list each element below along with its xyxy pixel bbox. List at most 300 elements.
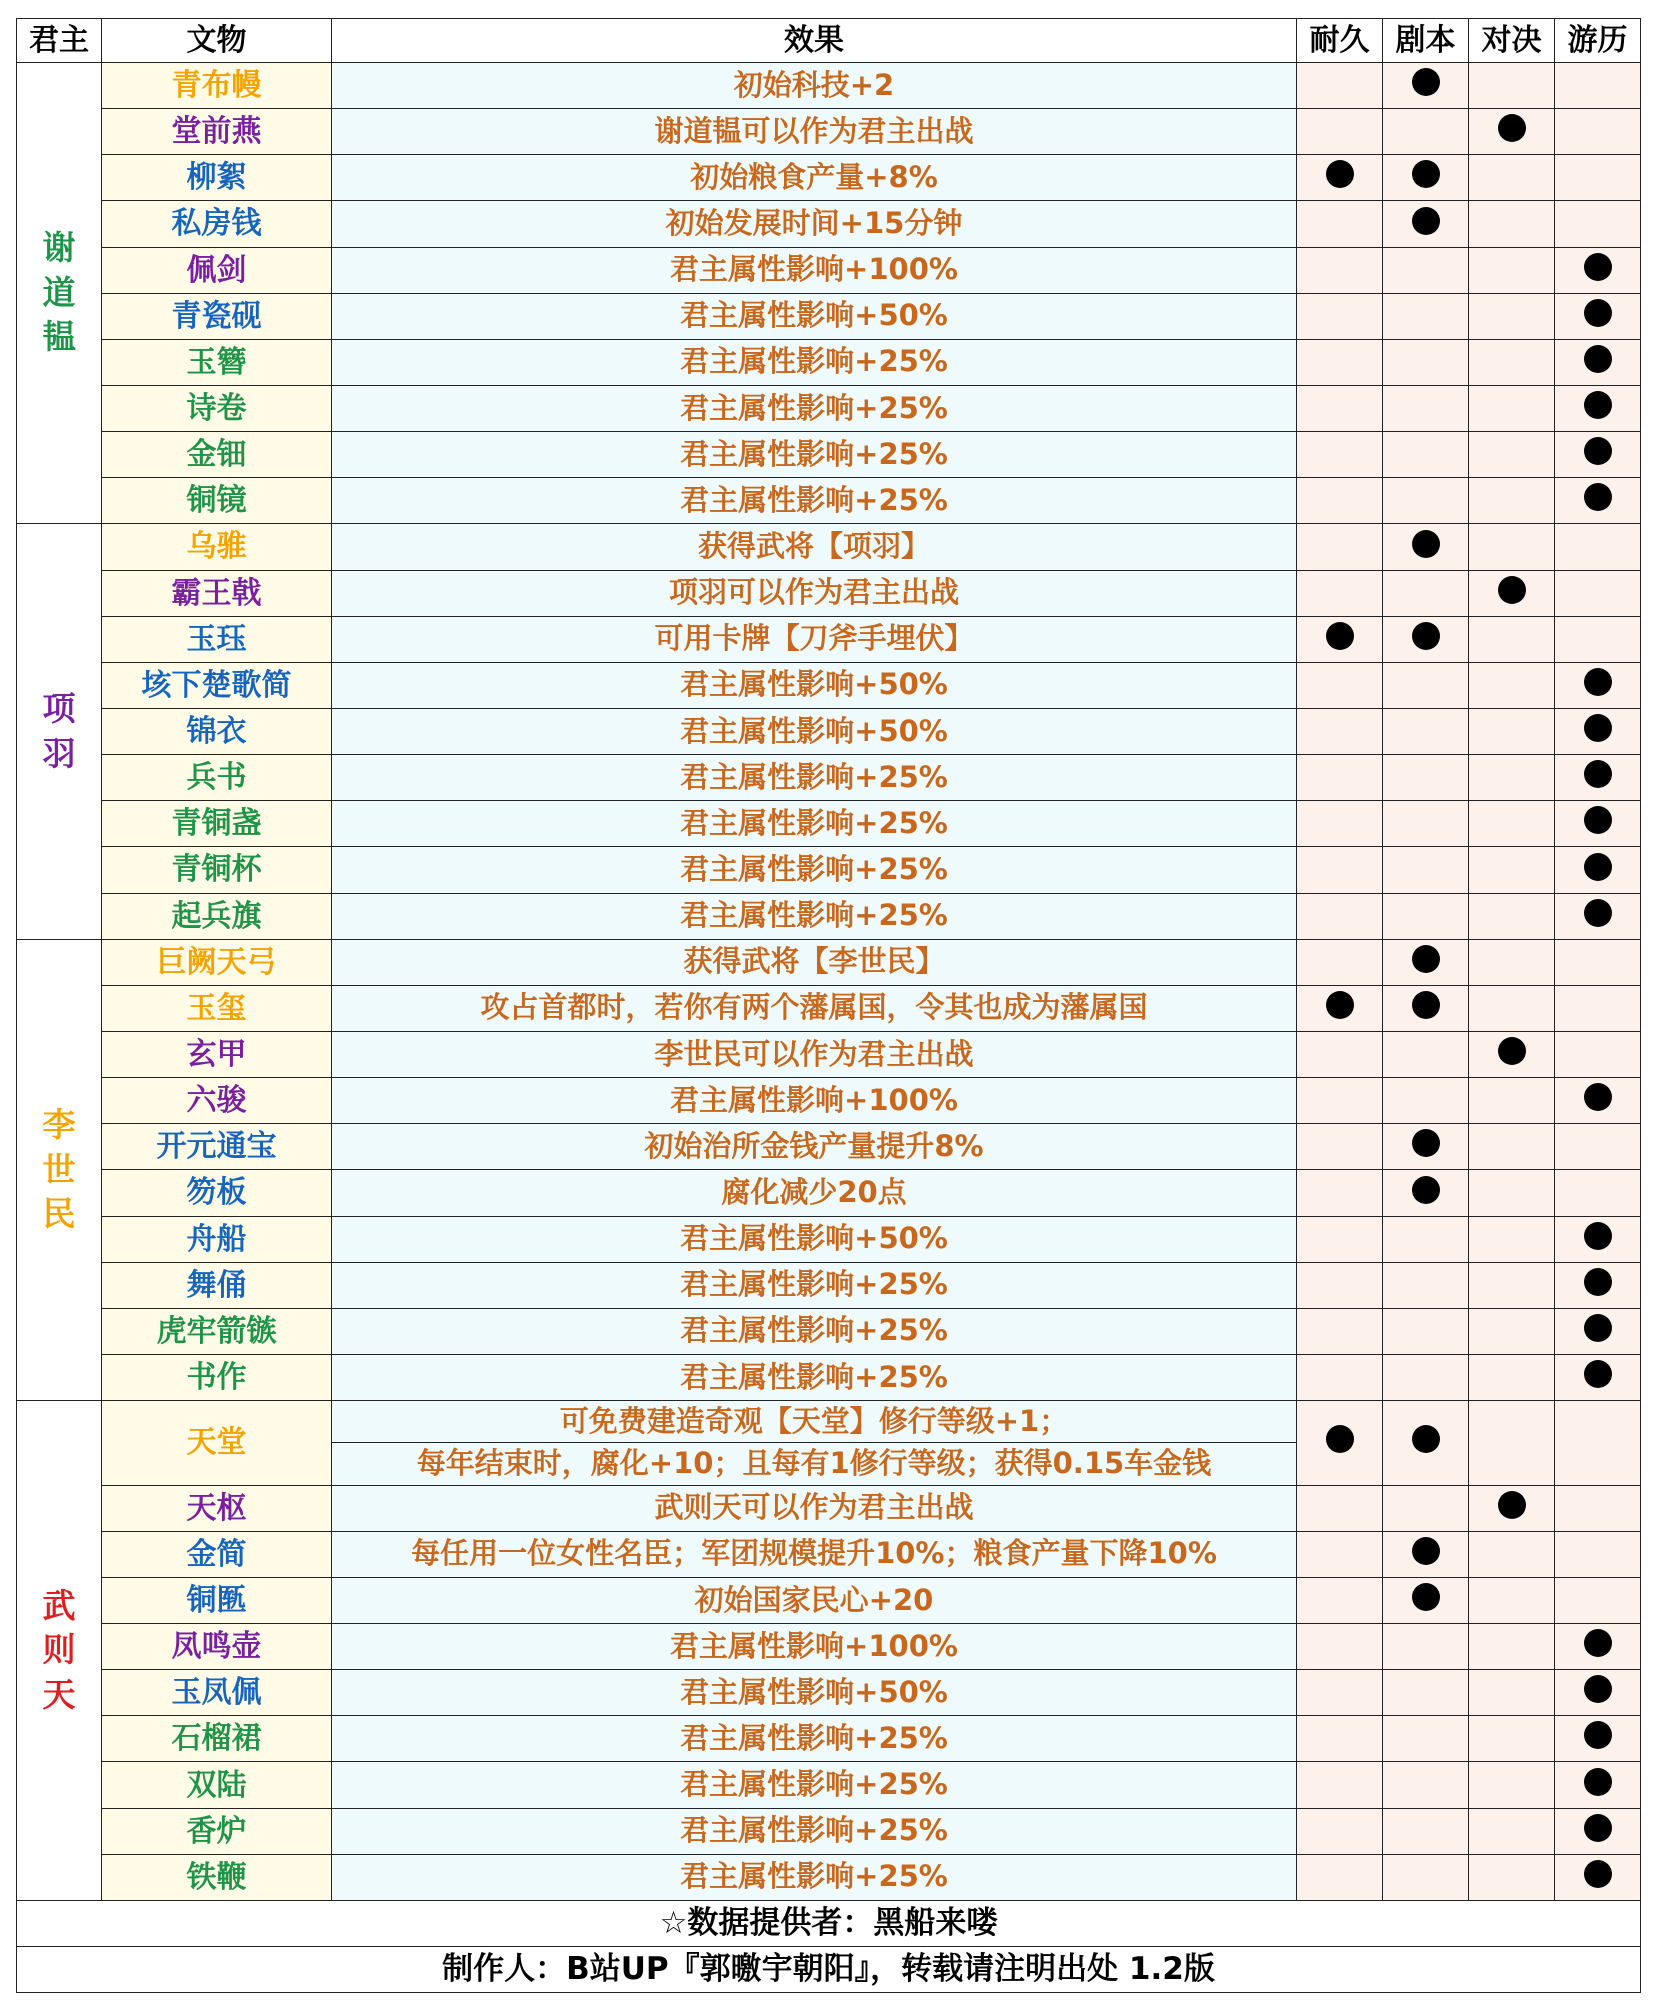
filled-circle-icon: [1412, 1425, 1440, 1453]
mark-cell-scenario: [1383, 985, 1469, 1031]
table-row: [17, 1354, 1641, 1400]
mark-cell-travel: [1555, 478, 1641, 524]
filled-circle-icon: [1498, 1037, 1526, 1065]
lord-name-char: 天: [42, 1674, 76, 1714]
mark-cell-travel: [1555, 616, 1641, 662]
mark-cell-travel: [1555, 1078, 1641, 1124]
mark-cell-durability: [1297, 755, 1383, 801]
mark-cell-scenario: [1383, 339, 1469, 385]
relic-effect: 获得武将【李世民】: [332, 939, 1297, 985]
mark-cell-travel: [1555, 1031, 1641, 1077]
relic-effect: 可免费建造奇观【天堂】修行等级+1；: [332, 1401, 1297, 1443]
mark-cell-durability: [1297, 1216, 1383, 1262]
mark-cell-travel: [1555, 155, 1641, 201]
relic-effect: 君主属性影响+25%: [332, 432, 1297, 478]
mark-cell-travel: [1555, 524, 1641, 570]
mark-cell-travel: [1555, 801, 1641, 847]
relic-effect: 君主属性影响+50%: [332, 662, 1297, 708]
mark-cell-scenario: [1383, 155, 1469, 201]
relic-name: 天堂: [102, 1401, 332, 1486]
mark-cell-durability: [1297, 1485, 1383, 1531]
relic-effect: 初始国家民心+20: [332, 1577, 1297, 1623]
mark-cell-duel: [1469, 1716, 1555, 1762]
relic-effect: 君主属性影响+25%: [332, 478, 1297, 524]
mark-cell-scenario: [1383, 847, 1469, 893]
mark-cell-duel: [1469, 1762, 1555, 1808]
filled-circle-icon: [1584, 299, 1612, 327]
table-row: [17, 1670, 1641, 1716]
filled-circle-icon: [1412, 1537, 1440, 1565]
filled-circle-icon: [1584, 391, 1612, 419]
relic-effect: 君主属性影响+25%: [332, 801, 1297, 847]
table-row: [17, 1531, 1641, 1577]
filled-circle-icon: [1584, 1721, 1612, 1749]
relic-effect: 初始发展时间+15分钟: [332, 201, 1297, 247]
relic-effect: 君主属性影响+50%: [332, 1216, 1297, 1262]
header-effect: 效果: [332, 19, 1297, 63]
mark-cell-duel: [1469, 524, 1555, 570]
filled-circle-icon: [1412, 622, 1440, 650]
relic-effect: 初始粮食产量+8%: [332, 155, 1297, 201]
mark-cell-duel: [1469, 1808, 1555, 1854]
mark-cell-travel: [1555, 893, 1641, 939]
table-row: [17, 1216, 1641, 1262]
lord-name-char: 韫: [42, 317, 76, 357]
header-relic: 文物: [102, 19, 332, 63]
mark-cell-travel: [1555, 847, 1641, 893]
mark-cell-scenario: [1383, 939, 1469, 985]
lord-name-char: 则: [42, 1630, 76, 1670]
lord-name-char: 道: [42, 272, 76, 312]
relic-name: 青布幔: [102, 63, 332, 109]
filled-circle-icon: [1584, 899, 1612, 927]
mark-cell-duel: [1469, 1308, 1555, 1354]
relic-name: 诗卷: [102, 385, 332, 431]
mark-cell-duel: [1469, 63, 1555, 109]
mark-cell-durability: [1297, 662, 1383, 708]
mark-cell-scenario: [1383, 1078, 1469, 1124]
relic-effect: 君主属性影响+50%: [332, 708, 1297, 754]
relic-effect: 君主属性影响+25%: [332, 385, 1297, 431]
mark-cell-travel: [1555, 1854, 1641, 1900]
mark-cell-travel: [1555, 1762, 1641, 1808]
table-body: [17, 63, 1641, 1901]
filled-circle-icon: [1584, 1314, 1612, 1342]
mark-cell-durability: [1297, 708, 1383, 754]
filled-circle-icon: [1326, 160, 1354, 188]
mark-cell-durability: [1297, 939, 1383, 985]
mark-cell-travel: [1555, 432, 1641, 478]
mark-cell-durability: [1297, 1031, 1383, 1077]
filled-circle-icon: [1584, 668, 1612, 696]
mark-cell-scenario: [1383, 201, 1469, 247]
mark-cell-duel: [1469, 109, 1555, 155]
mark-cell-duel: [1469, 893, 1555, 939]
filled-circle-icon: [1584, 1768, 1612, 1796]
table-row: [17, 1762, 1641, 1808]
relic-effect: 君主属性影响+100%: [332, 1078, 1297, 1124]
mark-cell-scenario: [1383, 1577, 1469, 1623]
relic-effect: 每任用一位女性名臣；军团规模提升10%；粮食产量下降10%: [332, 1531, 1297, 1577]
relic-name: 石榴裙: [102, 1716, 332, 1762]
mark-cell-travel: [1555, 63, 1641, 109]
mark-cell-travel: [1555, 1485, 1641, 1531]
relic-name: 金钿: [102, 432, 332, 478]
filled-circle-icon: [1412, 1129, 1440, 1157]
mark-cell-scenario: [1383, 1262, 1469, 1308]
mark-cell-travel: [1555, 385, 1641, 431]
mark-cell-duel: [1469, 1216, 1555, 1262]
filled-circle-icon: [1584, 806, 1612, 834]
table-row: [17, 1124, 1641, 1170]
mark-cell-duel: [1469, 478, 1555, 524]
mark-cell-duel: [1469, 201, 1555, 247]
mark-cell-travel: [1555, 1170, 1641, 1216]
relic-effect: 武则天可以作为君主出战: [332, 1485, 1297, 1531]
table-row: [17, 1401, 1641, 1443]
relic-effect: 君主属性影响+25%: [332, 847, 1297, 893]
mark-cell-scenario: [1383, 1808, 1469, 1854]
relic-name: 舞俑: [102, 1262, 332, 1308]
mark-cell-travel: [1555, 1624, 1641, 1670]
table-row: [17, 1078, 1641, 1124]
lord-name-char: 世: [42, 1149, 76, 1189]
mark-cell-travel: [1555, 293, 1641, 339]
relic-effect: 君主属性影响+100%: [332, 247, 1297, 293]
table-row: [17, 662, 1641, 708]
relic-name: 垓下楚歌简: [102, 662, 332, 708]
filled-circle-icon: [1412, 945, 1440, 973]
relic-name: 巨阙天弓: [102, 939, 332, 985]
table-row: [17, 247, 1641, 293]
mark-cell-durability: [1297, 339, 1383, 385]
filled-circle-icon: [1326, 991, 1354, 1019]
table-row: [17, 847, 1641, 893]
mark-cell-scenario: [1383, 1670, 1469, 1716]
table-row: [17, 570, 1641, 616]
filled-circle-icon: [1412, 1176, 1440, 1204]
relic-effect: 君主属性影响+25%: [332, 1262, 1297, 1308]
filled-circle-icon: [1498, 1491, 1526, 1519]
mark-cell-durability: [1297, 616, 1383, 662]
relic-name: 玉簪: [102, 339, 332, 385]
header-row: [17, 19, 1641, 63]
mark-cell-scenario: [1383, 1716, 1469, 1762]
table-row: [17, 385, 1641, 431]
mark-cell-travel: [1555, 201, 1641, 247]
filled-circle-icon: [1584, 760, 1612, 788]
relic-name: 双陆: [102, 1762, 332, 1808]
relic-name: 铁鞭: [102, 1854, 332, 1900]
mark-cell-scenario: [1383, 385, 1469, 431]
mark-cell-scenario: [1383, 1308, 1469, 1354]
mark-cell-durability: [1297, 109, 1383, 155]
mark-cell-travel: [1555, 1262, 1641, 1308]
mark-cell-travel: [1555, 570, 1641, 616]
relic-effect: 初始治所金钱产量提升8%: [332, 1124, 1297, 1170]
table-row: [17, 616, 1641, 662]
relic-effect: 腐化减少20点: [332, 1170, 1297, 1216]
mark-cell-duel: [1469, 339, 1555, 385]
table-row: [17, 432, 1641, 478]
table-row: [17, 893, 1641, 939]
relic-table: [16, 18, 1641, 1993]
mark-cell-scenario: [1383, 1124, 1469, 1170]
mark-cell-duel: [1469, 385, 1555, 431]
table-row: [17, 755, 1641, 801]
table-row: [17, 1624, 1641, 1670]
relic-effect: 君主属性影响+50%: [332, 1670, 1297, 1716]
filled-circle-icon: [1584, 345, 1612, 373]
relic-name: 青铜盏: [102, 801, 332, 847]
mark-cell-durability: [1297, 1401, 1383, 1486]
mark-cell-durability: [1297, 1354, 1383, 1400]
mark-cell-durability: [1297, 1262, 1383, 1308]
mark-cell-durability: [1297, 1078, 1383, 1124]
table-row: [17, 339, 1641, 385]
table-row: [17, 524, 1641, 570]
lord-name: [17, 63, 102, 524]
table-row: [17, 109, 1641, 155]
mark-cell-scenario: [1383, 1531, 1469, 1577]
mark-cell-duel: [1469, 155, 1555, 201]
mark-cell-duel: [1469, 847, 1555, 893]
mark-cell-durability: [1297, 1670, 1383, 1716]
mark-cell-durability: [1297, 247, 1383, 293]
mark-cell-duel: [1469, 985, 1555, 1031]
mark-cell-travel: [1555, 662, 1641, 708]
mark-cell-duel: [1469, 1262, 1555, 1308]
mark-cell-scenario: [1383, 616, 1469, 662]
mark-cell-durability: [1297, 893, 1383, 939]
relic-name: 柳絮: [102, 155, 332, 201]
mark-cell-travel: [1555, 1670, 1641, 1716]
relic-name: 锦衣: [102, 708, 332, 754]
mark-cell-duel: [1469, 1031, 1555, 1077]
mark-cell-durability: [1297, 1808, 1383, 1854]
lord-name-char: 谢: [42, 228, 76, 268]
relic-name: 起兵旗: [102, 893, 332, 939]
relic-effect: 君主属性影响+25%: [332, 755, 1297, 801]
table-row: [17, 1031, 1641, 1077]
mark-cell-durability: [1297, 1624, 1383, 1670]
filled-circle-icon: [1584, 1629, 1612, 1657]
mark-cell-scenario: [1383, 1170, 1469, 1216]
mark-cell-travel: [1555, 1401, 1641, 1486]
mark-cell-duel: [1469, 1670, 1555, 1716]
filled-circle-icon: [1584, 483, 1612, 511]
relic-name: 金简: [102, 1531, 332, 1577]
mark-cell-travel: [1555, 1531, 1641, 1577]
relic-effect: 君主属性影响+25%: [332, 1354, 1297, 1400]
mark-cell-duel: [1469, 1624, 1555, 1670]
table-row: [17, 708, 1641, 754]
filled-circle-icon: [1584, 1268, 1612, 1296]
mark-cell-duel: [1469, 1078, 1555, 1124]
mark-cell-durability: [1297, 570, 1383, 616]
table-row: [17, 939, 1641, 985]
relic-name: 香炉: [102, 1808, 332, 1854]
mark-cell-scenario: [1383, 570, 1469, 616]
table-row: [17, 801, 1641, 847]
mark-cell-durability: [1297, 478, 1383, 524]
table-row: [17, 1854, 1641, 1900]
relic-name: 玉珏: [102, 616, 332, 662]
mark-cell-duel: [1469, 1531, 1555, 1577]
relic-name: 天枢: [102, 1485, 332, 1531]
lord-name: [17, 1401, 102, 1901]
mark-cell-scenario: [1383, 524, 1469, 570]
table-row: [17, 1485, 1641, 1531]
relic-effect: 君主属性影响+100%: [332, 1624, 1297, 1670]
relic-name: 乌骓: [102, 524, 332, 570]
filled-circle-icon: [1584, 253, 1612, 281]
filled-circle-icon: [1412, 207, 1440, 235]
mark-cell-duel: [1469, 616, 1555, 662]
relic-name: 佩剑: [102, 247, 332, 293]
relic-effect: 君主属性影响+25%: [332, 1716, 1297, 1762]
mark-cell-scenario: [1383, 1401, 1469, 1486]
table-row: [17, 63, 1641, 109]
filled-circle-icon: [1584, 853, 1612, 881]
filled-circle-icon: [1584, 1360, 1612, 1388]
relic-name: 兵书: [102, 755, 332, 801]
relic-effect: 君主属性影响+25%: [332, 1762, 1297, 1808]
relic-name: 堂前燕: [102, 109, 332, 155]
filled-circle-icon: [1412, 991, 1440, 1019]
mark-cell-duel: [1469, 1485, 1555, 1531]
filled-circle-icon: [1412, 1583, 1440, 1611]
relic-name: 书作: [102, 1354, 332, 1400]
relic-effect: 君主属性影响+25%: [332, 1308, 1297, 1354]
relic-effect: 谢道韫可以作为君主出战: [332, 109, 1297, 155]
mark-cell-durability: [1297, 1854, 1383, 1900]
mark-cell-scenario: [1383, 1485, 1469, 1531]
relic-name: 玄甲: [102, 1031, 332, 1077]
relic-effect: 获得武将【项羽】: [332, 524, 1297, 570]
relic-name: 霸王戟: [102, 570, 332, 616]
table-row: [17, 1262, 1641, 1308]
table-row: [17, 1808, 1641, 1854]
lord-name-char: 民: [42, 1194, 76, 1234]
mark-cell-travel: [1555, 1308, 1641, 1354]
relic-effect: 君主属性影响+25%: [332, 1808, 1297, 1854]
relic-name: 玉玺: [102, 985, 332, 1031]
filled-circle-icon: [1498, 114, 1526, 142]
footer-row-1: [17, 1901, 1641, 1947]
relic-name: 舟船: [102, 1216, 332, 1262]
mark-cell-travel: [1555, 109, 1641, 155]
relic-name: 玉凤佩: [102, 1670, 332, 1716]
lord-name-char: 李: [42, 1105, 76, 1145]
mark-cell-scenario: [1383, 478, 1469, 524]
mark-cell-durability: [1297, 1716, 1383, 1762]
header-scenario: 剧本: [1383, 19, 1469, 63]
filled-circle-icon: [1584, 1814, 1612, 1842]
relic-effect: 项羽可以作为君主出战: [332, 570, 1297, 616]
filled-circle-icon: [1584, 1860, 1612, 1888]
relic-effect: 君主属性影响+50%: [332, 293, 1297, 339]
filled-circle-icon: [1584, 1675, 1612, 1703]
relic-effect: 君主属性影响+25%: [332, 1854, 1297, 1900]
relic-name: 虎牢箭镞: [102, 1308, 332, 1354]
table-row: [17, 1716, 1641, 1762]
mark-cell-scenario: [1383, 662, 1469, 708]
mark-cell-scenario: [1383, 708, 1469, 754]
mark-cell-travel: [1555, 1124, 1641, 1170]
mark-cell-durability: [1297, 524, 1383, 570]
mark-cell-duel: [1469, 1354, 1555, 1400]
relic-name: 青铜杯: [102, 847, 332, 893]
mark-cell-durability: [1297, 63, 1383, 109]
relic-effect-line-2: 每年结束时，腐化+10；且每有1修行等级；获得0.15车金钱: [332, 1443, 1297, 1485]
mark-cell-travel: [1555, 1577, 1641, 1623]
mark-cell-durability: [1297, 1170, 1383, 1216]
mark-cell-durability: [1297, 1577, 1383, 1623]
mark-cell-scenario: [1383, 801, 1469, 847]
mark-cell-durability: [1297, 1124, 1383, 1170]
table-row: [17, 985, 1641, 1031]
mark-cell-travel: [1555, 1216, 1641, 1262]
mark-cell-durability: [1297, 432, 1383, 478]
relic-effect: 君主属性影响+25%: [332, 339, 1297, 385]
filled-circle-icon: [1584, 714, 1612, 742]
mark-cell-duel: [1469, 662, 1555, 708]
mark-cell-travel: [1555, 339, 1641, 385]
mark-cell-durability: [1297, 801, 1383, 847]
mark-cell-scenario: [1383, 63, 1469, 109]
mark-cell-scenario: [1383, 1854, 1469, 1900]
mark-cell-travel: [1555, 708, 1641, 754]
filled-circle-icon: [1584, 437, 1612, 465]
header-travel: 游历: [1555, 19, 1641, 63]
mark-cell-duel: [1469, 939, 1555, 985]
mark-cell-travel: [1555, 1354, 1641, 1400]
author-credit: 制作人：B站UP『郭曒宇朝阳』，转载请注明出处 1.2版: [17, 1947, 1641, 1993]
mark-cell-travel: [1555, 985, 1641, 1031]
mark-cell-durability: [1297, 1308, 1383, 1354]
mark-cell-duel: [1469, 1577, 1555, 1623]
mark-cell-duel: [1469, 432, 1555, 478]
mark-cell-travel: [1555, 247, 1641, 293]
relic-effect: 攻占首都时，若你有两个藩属国，令其也成为藩属国: [332, 985, 1297, 1031]
relic-name: 铜匦: [102, 1577, 332, 1623]
filled-circle-icon: [1412, 68, 1440, 96]
lord-name-char: 武: [42, 1585, 76, 1625]
mark-cell-scenario: [1383, 432, 1469, 478]
mark-cell-duel: [1469, 1124, 1555, 1170]
filled-circle-icon: [1326, 622, 1354, 650]
mark-cell-scenario: [1383, 1354, 1469, 1400]
mark-cell-duel: [1469, 1170, 1555, 1216]
filled-circle-icon: [1584, 1222, 1612, 1250]
mark-cell-scenario: [1383, 1031, 1469, 1077]
mark-cell-durability: [1297, 155, 1383, 201]
mark-cell-durability: [1297, 1762, 1383, 1808]
header-duel: 对决: [1469, 19, 1555, 63]
mark-cell-duel: [1469, 755, 1555, 801]
filled-circle-icon: [1584, 1083, 1612, 1111]
mark-cell-scenario: [1383, 1762, 1469, 1808]
data-provider-credit: ☆数据提供者：黑船来喽: [17, 1901, 1641, 1947]
mark-cell-durability: [1297, 1531, 1383, 1577]
lord-name: [17, 524, 102, 939]
relic-effect: 君主属性影响+25%: [332, 893, 1297, 939]
lord-name-char: 项: [42, 688, 76, 728]
mark-cell-travel: [1555, 1716, 1641, 1762]
table-row: [17, 1308, 1641, 1354]
mark-cell-duel: [1469, 1854, 1555, 1900]
